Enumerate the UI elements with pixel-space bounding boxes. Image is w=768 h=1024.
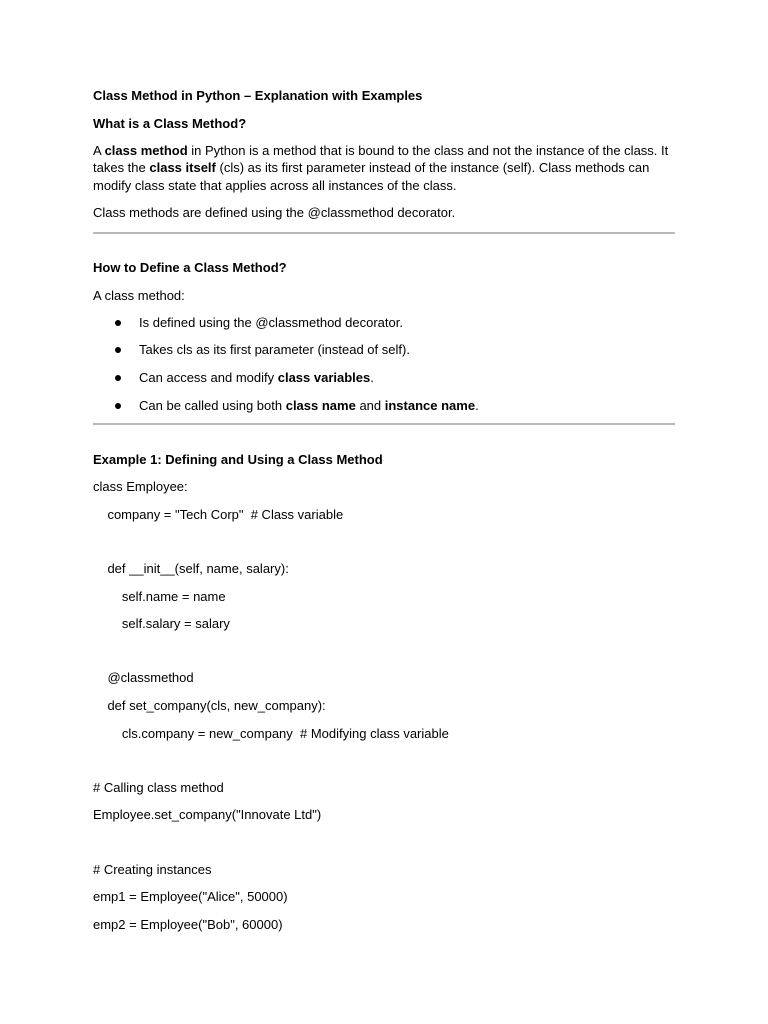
code-line: def __init__(self, name, salary): xyxy=(93,561,289,576)
code-line: emp1 = Employee("Alice", 50000) xyxy=(93,889,288,904)
bullet-icon xyxy=(115,403,121,409)
list-item: Can access and modify class variables. xyxy=(139,370,374,385)
section-heading-what-is: What is a Class Method? xyxy=(93,116,247,131)
code-line: class Employee: xyxy=(93,479,188,494)
code-line: def set_company(cls, new_company): xyxy=(93,698,326,713)
code-line: self.name = name xyxy=(93,589,226,604)
code-line: company = "Tech Corp" # Class variable xyxy=(93,507,344,522)
code-line: # Calling class method xyxy=(93,780,224,795)
bullet-icon xyxy=(115,375,121,381)
bullet-icon xyxy=(115,347,121,353)
code-line: Employee.set_company("Innovate Ltd") xyxy=(93,807,322,822)
intro-line-3: modify class state that applies across all instances of the class. xyxy=(93,178,457,193)
horizontal-rule xyxy=(93,423,675,425)
intro-line-4: Class methods are defined using the @classmethod decorator. xyxy=(93,205,456,220)
list-item: Takes cls as its first parameter (instead of self). xyxy=(139,342,410,357)
list-item: Can be called using both class name and instance name. xyxy=(139,398,479,413)
code-line: cls.company = new_company # Modifying class variable xyxy=(93,726,449,741)
intro-line-2: takes the class itself (cls) as its first parameter instead of the instance (self). Class methods can xyxy=(93,160,650,175)
document-title: Class Method in Python – Explanation with Examples xyxy=(93,88,423,103)
code-line: @classmethod xyxy=(93,670,194,685)
horizontal-rule xyxy=(93,232,675,234)
code-line: emp2 = Employee("Bob", 60000) xyxy=(93,917,283,932)
code-line: self.salary = salary xyxy=(93,616,230,631)
list-item: Is defined using the @classmethod decorator. xyxy=(139,315,403,330)
bullet-icon xyxy=(115,320,121,326)
intro-line-1: A class method in Python is a method that is bound to the class and not the instance of the class. It xyxy=(93,143,669,158)
section-heading-how-to-define: How to Define a Class Method? xyxy=(93,260,287,275)
section-lead: A class method: xyxy=(93,288,185,303)
example-heading: Example 1: Defining and Using a Class Method xyxy=(93,452,383,467)
code-line: # Creating instances xyxy=(93,862,212,877)
